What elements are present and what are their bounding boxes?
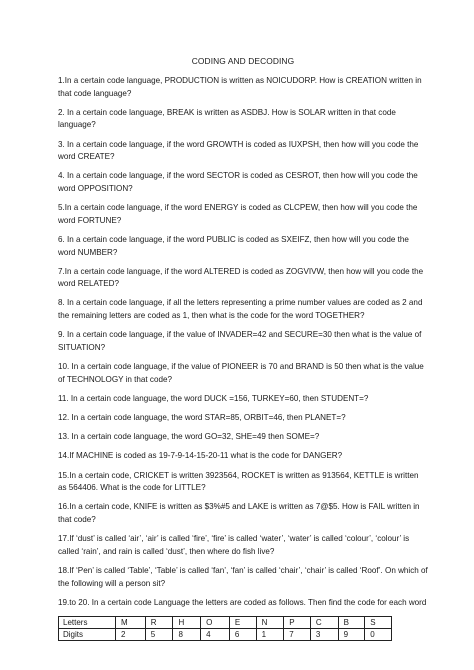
table-cell: M (116, 617, 146, 629)
question: 18.If ‘Pen’ is called ‘Table’, ‘Table’ is called ‘fan’, ‘fan’ is called ‘chair’, ‘chair’ is called ‘Roof’. On which of the following will a person sit? (58, 565, 428, 588)
question: 10. In a certain code language, if the value of PIONEER is 70 and BRAND is 50 then what is the value of TECHNOLOGY in that code? (58, 362, 424, 384)
question: 3. In a certain code language, if the word GROWTH is coded as IUXPSH, then how will you code the word CREATE? (58, 139, 419, 162)
table-cell: 8 (173, 629, 201, 641)
question: 19.to 20. In a certain code Language the letters are coded as follows. Then find the code for each word (58, 597, 427, 607)
table-cell: P (284, 617, 311, 629)
row-header: Letters (59, 617, 116, 629)
letter-digit-code-table (58, 616, 392, 641)
table-cell: O (201, 617, 230, 629)
table-cell: 5 (145, 629, 173, 641)
table-row-digits (59, 629, 392, 641)
table-cell: 4 (201, 629, 230, 641)
table-cell: 0 (365, 629, 392, 641)
table-cell: 1 (256, 629, 284, 641)
question: 5.In a certain code language, if the word ENERGY is coded as CLCPEW, then how will you code the word FORTUNE? (58, 203, 418, 225)
table-cell: N (256, 617, 284, 629)
row-header: Digits (59, 629, 116, 641)
table-cell: H (173, 617, 201, 629)
question: 9. In a certain code language, if the value of INVADER=42 and SECURE=30 then what is the value of SITUATION? (58, 330, 422, 352)
question: 7.In a certain code language, if the word ALTERED is coded as ZOGVIVW, then how will you code the word RELATED? (58, 266, 424, 289)
question: 2. In a certain code language, BREAK is written as ASDBJ. How is SOLAR written in that code language? (58, 107, 396, 130)
question: 1.In a certain code language, PRODUCTION is written as NOICUDORP. How is CREATION written in that code language? (58, 76, 422, 98)
table-row-letters (59, 617, 392, 629)
table-cell: R (145, 617, 173, 629)
question: 8. In a certain code language, if all the letters representing a prime number values are coded as 2 and the remaining letters are coded as 1, then what is the code for the word TOGETHER? (58, 298, 423, 321)
question: 13. In a certain code language, the word GO=32, SHE=49 then SOME=? (58, 432, 320, 442)
table-cell: 2 (116, 629, 146, 641)
table-cell: S (365, 617, 392, 629)
table-cell: 6 (229, 629, 256, 641)
question: 12. In a certain code language, the word STAR=85, ORBIT=46, then PLANET=? (58, 413, 346, 422)
table-cell: 7 (284, 629, 311, 641)
question: 4. In a certain code language, if the word SECTOR is coded as CESROT, then how will you code the word OPPOSITION? (58, 171, 418, 193)
table-cell: 3 (310, 629, 338, 641)
question: 14.If MACHINE is coded as 19-7-9-14-15-20-11 what is the code for DANGER? (58, 451, 343, 461)
table-cell: E (229, 617, 256, 629)
table-cell: 9 (338, 629, 365, 641)
question: 11. In a certain code language, the word DUCK =156, TURKEY=60, then STUDENT=? (58, 393, 369, 403)
question: 16.In a certain code, KNIFE is written as $3%#5 and LAKE is written as 7@$5. How is FAIL written in that code? (58, 502, 420, 524)
question: 15.In a certain code, CRICKET is written 3923564, ROCKET is written as 913564, KETTLE is written as 564406. What is the code for LITTLE? (58, 470, 419, 493)
table-cell: B (338, 617, 365, 629)
page-title: CODING AND DECODING (191, 56, 295, 66)
question: 17.If ‘dust’ is called ‘air’, ‘air’ is called ‘fire’, ‘fire’ is called ‘water’, ‘water’ is called ‘colour’, ‘colour’ is called ‘rain’, and rain is called ‘dust’, then where do fish live? (58, 534, 410, 556)
question-list (58, 75, 428, 609)
question: 6. In a certain code language, if the word PUBLIC is coded as SXEIFZ, then how will you code the word NUMBER? (58, 234, 409, 257)
table-cell: C (310, 617, 338, 629)
